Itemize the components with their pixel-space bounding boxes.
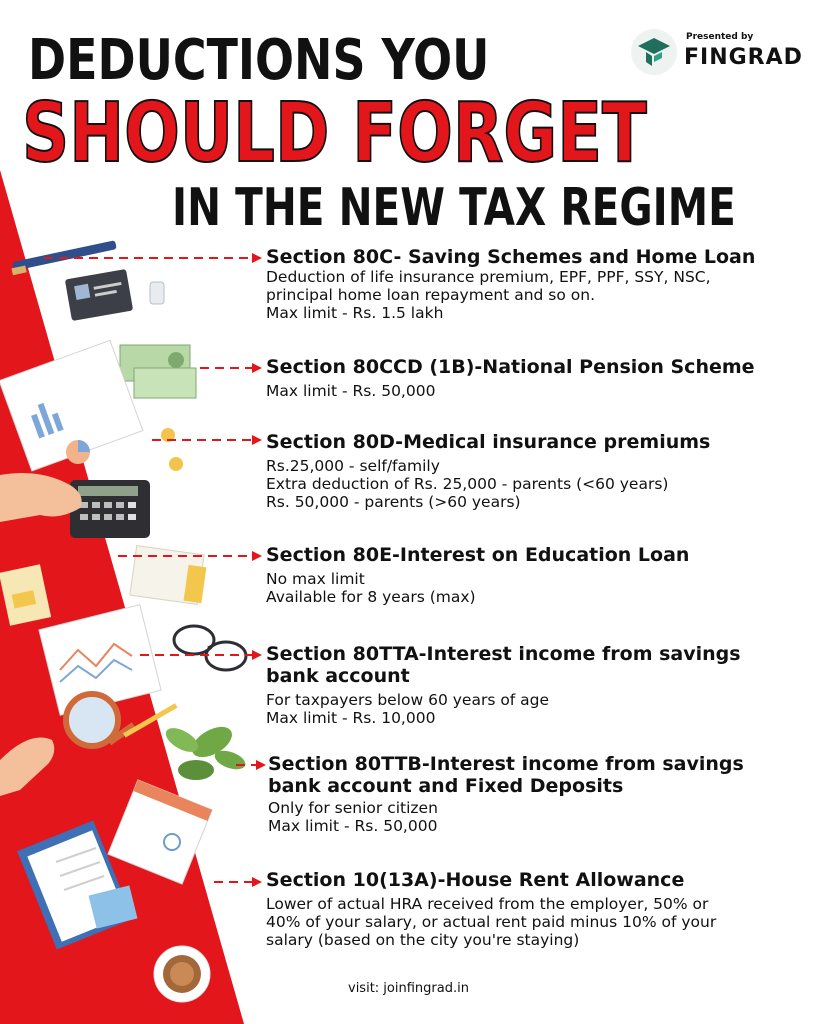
arrowhead-icon [252, 551, 262, 561]
title-line-2: SHOULD FORGET [22, 86, 647, 181]
arrowhead-icon [252, 435, 262, 445]
title-line-3: IN THE NEW TAX REGIME [172, 178, 736, 238]
section-80d [266, 431, 806, 511]
arrowhead-icon [252, 253, 262, 263]
section-title: Section 80TTB-Interest income from savings [268, 753, 744, 775]
section-title-line2: bank account [266, 665, 410, 687]
section-line: Max limit - Rs. 10,000 [266, 709, 436, 727]
section-80ccd-1b [266, 356, 806, 400]
arrowhead-icon [252, 363, 262, 373]
section-line: Rs.25,000 - self/family [266, 457, 440, 475]
section-title: Section 80D-Medical insurance premiums [266, 431, 711, 453]
section-title: Section 80CCD (1B)-National Pension Scheme [266, 356, 755, 378]
section-title: Section 80C- Saving Schemes and Home Loan [266, 246, 756, 268]
section-line: No max limit [266, 570, 365, 588]
section-line: Available for 8 years (max) [266, 588, 476, 606]
section-line: Only for senior citizen [268, 799, 438, 817]
section-line: Max limit - Rs. 50,000 [268, 817, 438, 835]
section-line: Lower of actual HRA received from the employer, 50% or [266, 895, 709, 913]
section-title: Section 10(13A)-House Rent Allowance [266, 869, 685, 891]
section-title: Section 80TTA-Interest income from savings [266, 643, 741, 665]
section-80c [266, 246, 806, 322]
brand-name: FINGRAD [684, 45, 803, 70]
section-line: Extra deduction of Rs. 25,000 - parents (<60 years) [266, 475, 669, 493]
section-line: 40% of your salary, or actual rent paid minus 10% of your [266, 913, 717, 931]
footer-website-link[interactable]: visit: joinfingrad.in [348, 981, 469, 996]
section-line: Max limit - Rs. 50,000 [266, 382, 436, 400]
arrowhead-icon [256, 760, 266, 770]
arrowhead-icon [252, 650, 262, 660]
presented-by-label: Presented by [686, 32, 754, 42]
section-10-13a [266, 869, 806, 949]
section-line: For taxpayers below 60 years of age [266, 691, 550, 709]
section-80tta [266, 643, 806, 727]
section-line: principal home loan repayment and so on. [266, 286, 595, 304]
section-title-line2: bank account and Fixed Deposits [268, 775, 624, 797]
section-line: Rs. 50,000 - parents (>60 years) [266, 493, 521, 511]
section-line: Max limit - Rs. 1.5 lakh [266, 304, 444, 322]
arrowhead-icon [252, 877, 262, 887]
section-line: Deduction of life insurance premium, EPF, PPF, SSY, NSC, [266, 268, 711, 286]
section-line: salary (based on the city you're staying) [266, 931, 580, 949]
section-80e [266, 544, 806, 606]
section-title: Section 80E-Interest on Education Loan [266, 544, 690, 566]
section-80ttb [268, 753, 808, 835]
title-line-1: DEDUCTIONS YOU [28, 28, 490, 93]
